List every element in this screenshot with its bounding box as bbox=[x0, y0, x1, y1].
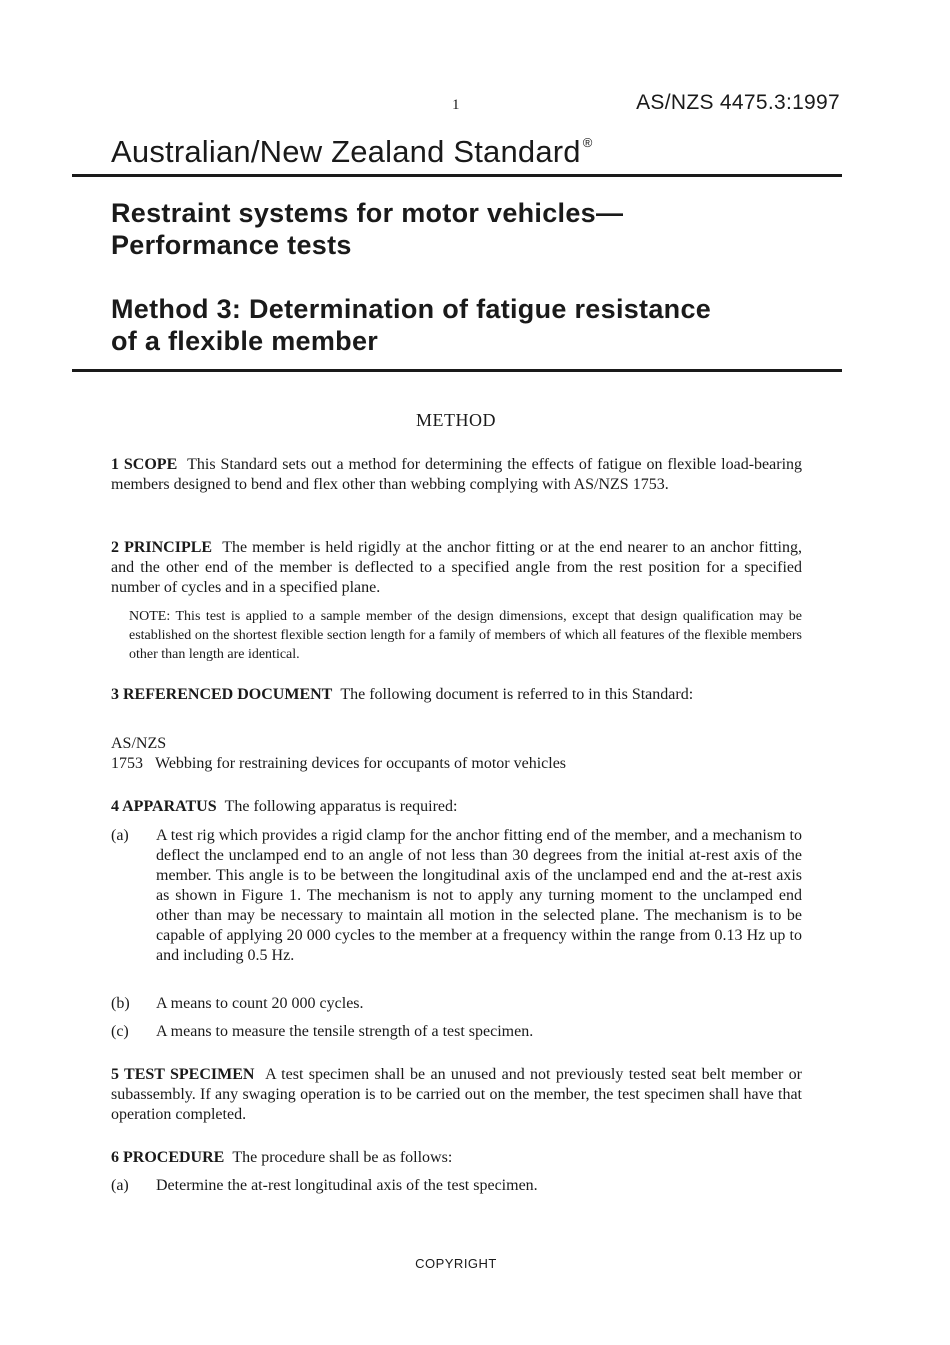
referenced-doc-number: 1753 bbox=[111, 755, 143, 772]
principle-heading: 2 PRINCIPLE bbox=[111, 539, 213, 556]
standard-name bbox=[111, 134, 593, 170]
specimen-heading: 5 TEST SPECIMEN bbox=[111, 1066, 255, 1083]
list-item-text: A means to measure the tensile strength of a test specimen. bbox=[156, 1023, 534, 1040]
registered-mark: ® bbox=[582, 135, 593, 150]
list-item-label: (b) bbox=[111, 995, 130, 1012]
referenced-doc-title: Webbing for restraining devices for occupants of motor vehicles bbox=[155, 755, 567, 772]
document-title bbox=[111, 197, 623, 261]
copyright-footer: COPYRIGHT bbox=[415, 1256, 497, 1271]
document-title-line1: Restraint systems for motor vehicles— bbox=[111, 198, 624, 228]
referenced-doc-prefix: AS/NZS bbox=[111, 735, 167, 752]
procedure-section bbox=[111, 1148, 802, 1168]
list-item-text: A test rig which provides a rigid clamp for the anchor fitting end of the member, and a mechanism to deflect the unclamped end to an angle of not less than 30 degrees from the initial at-rest axis of the member. This angle is to be between the longitudinal axis of the unclamped end and the at-rest axis as shown in Figure 1. The mechanism is not to apply any turning moment to the unclamped end other than may be necessary to maintain all motion in the selected plane. The mechanism is to be capable of applying 20 000 cycles to the member at a frequency within the range from 0.13 Hz up to and including 0.5 Hz. bbox=[156, 827, 802, 964]
principle-section bbox=[111, 538, 802, 598]
scope-text: This Standard sets out a method for determining the effects of fatigue on flexible load-bearing members designed to bend and flex other than webbing complying with AS/NZS 1753. bbox=[111, 456, 803, 493]
referenced-section bbox=[111, 685, 802, 705]
document-id: AS/NZS 4475.3:1997 bbox=[636, 91, 840, 114]
scope-heading: 1 SCOPE bbox=[111, 456, 178, 473]
method-title bbox=[111, 293, 711, 357]
referenced-text: The following document is referred to in this Standard: bbox=[340, 686, 694, 703]
list-item-text: A means to count 20 000 cycles. bbox=[156, 995, 364, 1012]
specimen-text: A test specimen shall be an unused and not previously tested seat belt member or subassembly. If any swaging operation is to be carried out on the member, the test specimen shall have that operation completed. bbox=[111, 1066, 803, 1123]
referenced-heading: 3 REFERENCED DOCUMENT bbox=[111, 686, 333, 703]
list-item-label: (a) bbox=[111, 1177, 129, 1194]
specimen-section bbox=[111, 1065, 802, 1125]
list-item-label: (c) bbox=[111, 1023, 129, 1040]
list-item-label: (a) bbox=[111, 827, 129, 844]
method-label: METHOD bbox=[416, 410, 496, 430]
scope-section bbox=[111, 455, 802, 495]
list-item-text: Determine the at-rest longitudinal axis of the test specimen. bbox=[156, 1177, 538, 1194]
method-title-line1: Method 3: Determination of fatigue resistance bbox=[111, 294, 712, 324]
procedure-heading: 6 PROCEDURE bbox=[111, 1149, 225, 1166]
standard-name-text: Australian/New Zealand Standard bbox=[111, 134, 581, 169]
list-item bbox=[111, 1176, 802, 1196]
top-rule bbox=[72, 174, 842, 177]
list-item bbox=[111, 994, 802, 1014]
referenced-doc-entry bbox=[111, 754, 802, 774]
procedure-text: The procedure shall be as follows: bbox=[232, 1149, 453, 1166]
method-title-line2: of a flexible member bbox=[111, 326, 379, 356]
principle-text: The member is held rigidly at the anchor fitting or at the end nearer to an anchor fitting, and the other end of the member is deflected to a specified angle from the rest position for a specified number of cycles and in a specified plane. bbox=[111, 539, 802, 596]
list-item bbox=[111, 826, 802, 966]
principle-note: NOTE: This test is applied to a sample member of the design dimensions, except that design qualification may be established on the shortest flexible section length for a family of members of which all features of the flexible members other than length are identical. bbox=[129, 609, 802, 662]
apparatus-section bbox=[111, 797, 802, 817]
page-number: 1 bbox=[452, 97, 460, 113]
apparatus-heading: 4 APPARATUS bbox=[111, 798, 217, 815]
apparatus-text: The following apparatus is required: bbox=[224, 798, 458, 815]
list-item bbox=[111, 1022, 802, 1042]
referenced-doc bbox=[111, 734, 802, 774]
bottom-rule bbox=[72, 369, 842, 372]
document-title-line2: Performance tests bbox=[111, 230, 352, 260]
